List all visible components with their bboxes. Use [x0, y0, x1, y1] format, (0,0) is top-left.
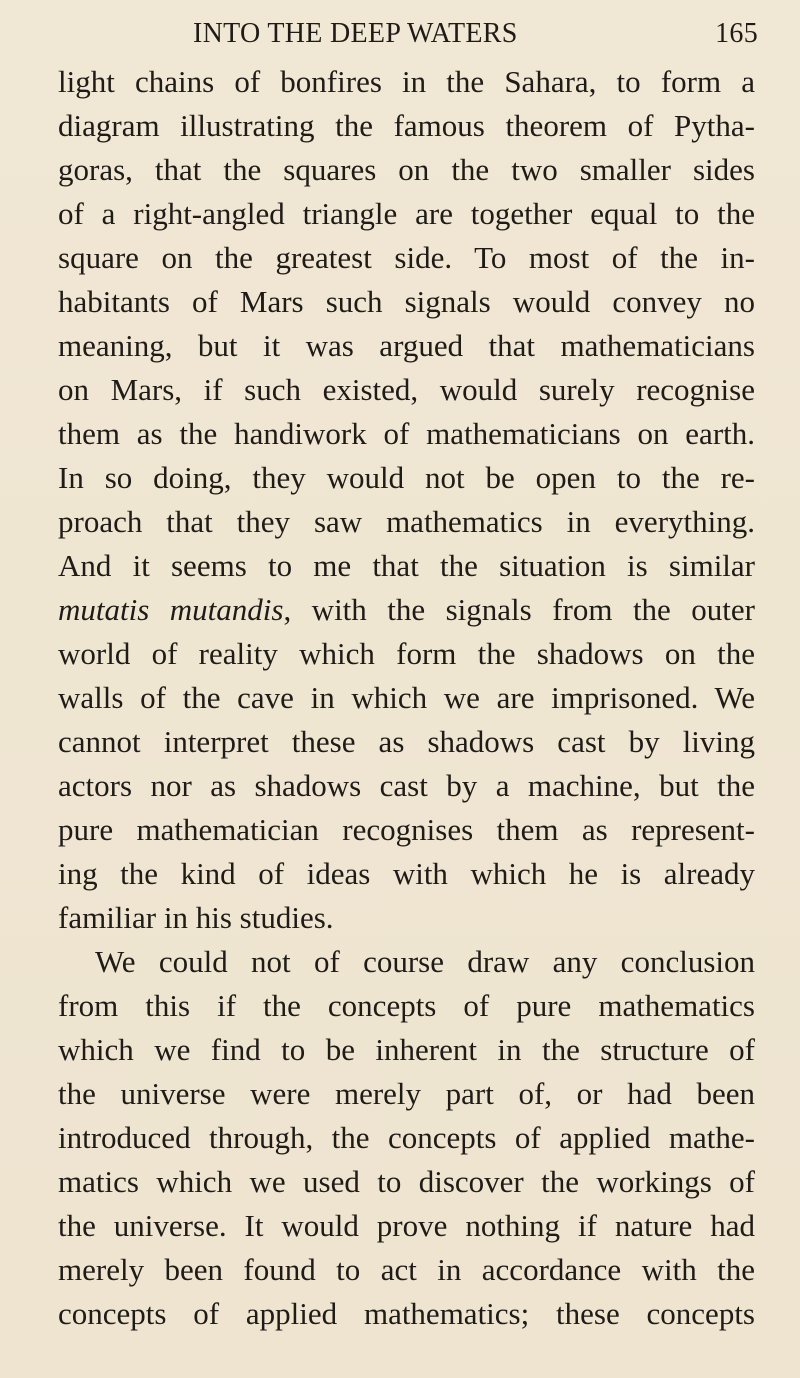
paragraph-last-line: familiar in his studies.	[58, 900, 334, 935]
text-line	[58, 588, 755, 632]
text-line: them as the handiwork of mathematicians on earth.	[58, 416, 755, 451]
text-line: the universe. It would prove nothing if nature had	[58, 1208, 755, 1243]
text-line: walls of the cave in which we are imprisoned. We	[58, 680, 755, 715]
italic-phrase: mutatis mutandis	[58, 592, 284, 627]
page-number: 165	[715, 18, 758, 49]
text-line: introduced through, the concepts of applied mathe-	[58, 1120, 755, 1155]
running-header	[58, 14, 758, 54]
text-line: pure mathematician recognises them as represent-	[58, 812, 755, 847]
text-line: matics which we used to discover the workings of	[58, 1164, 755, 1199]
text-line: light chains of bonfires in the Sahara, to form a	[58, 64, 755, 99]
text-line: the universe were merely part of, or had been	[58, 1076, 755, 1111]
paragraph-first-line: We could not of course draw any conclusion	[95, 944, 755, 979]
text-line: ing the kind of ideas with which he is already	[58, 856, 755, 891]
text-line: In so doing, they would not be open to the re-	[58, 460, 755, 495]
text-line: merely been found to act in accordance with the	[58, 1252, 755, 1287]
text-line: of a right-angled triangle are together equal to the	[58, 196, 755, 231]
text-line: habitants of Mars such signals would convey no	[58, 284, 755, 319]
text-line: world of reality which form the shadows on the	[58, 636, 755, 671]
text-line: And it seems to me that the situation is similar	[58, 548, 755, 583]
text-line: cannot interpret these as shadows cast by living	[58, 724, 755, 759]
text-line: diagram illustrating the famous theorem of Pytha-	[58, 108, 755, 143]
text-line: actors nor as shadows cast by a machine, but the	[58, 768, 755, 803]
text-line: proach that they saw mathematics in everything.	[58, 504, 755, 539]
line-continuation: , with the signals from the outer	[283, 592, 755, 627]
text-line: concepts of applied mathematics; these concepts	[58, 1296, 755, 1331]
text-line: on Mars, if such existed, would surely recognise	[58, 372, 755, 407]
text-line: which we find to be inherent in the structure of	[58, 1032, 755, 1067]
running-title: INTO THE DEEP WATERS	[193, 18, 518, 49]
text-line: from this if the concepts of pure mathematics	[58, 988, 755, 1023]
text-line: goras, that the squares on the two smaller sides	[58, 152, 755, 187]
body-text	[58, 60, 755, 1336]
text-line: meaning, but it was argued that mathematicians	[58, 328, 755, 363]
text-line: square on the greatest side. To most of the in-	[58, 240, 755, 275]
